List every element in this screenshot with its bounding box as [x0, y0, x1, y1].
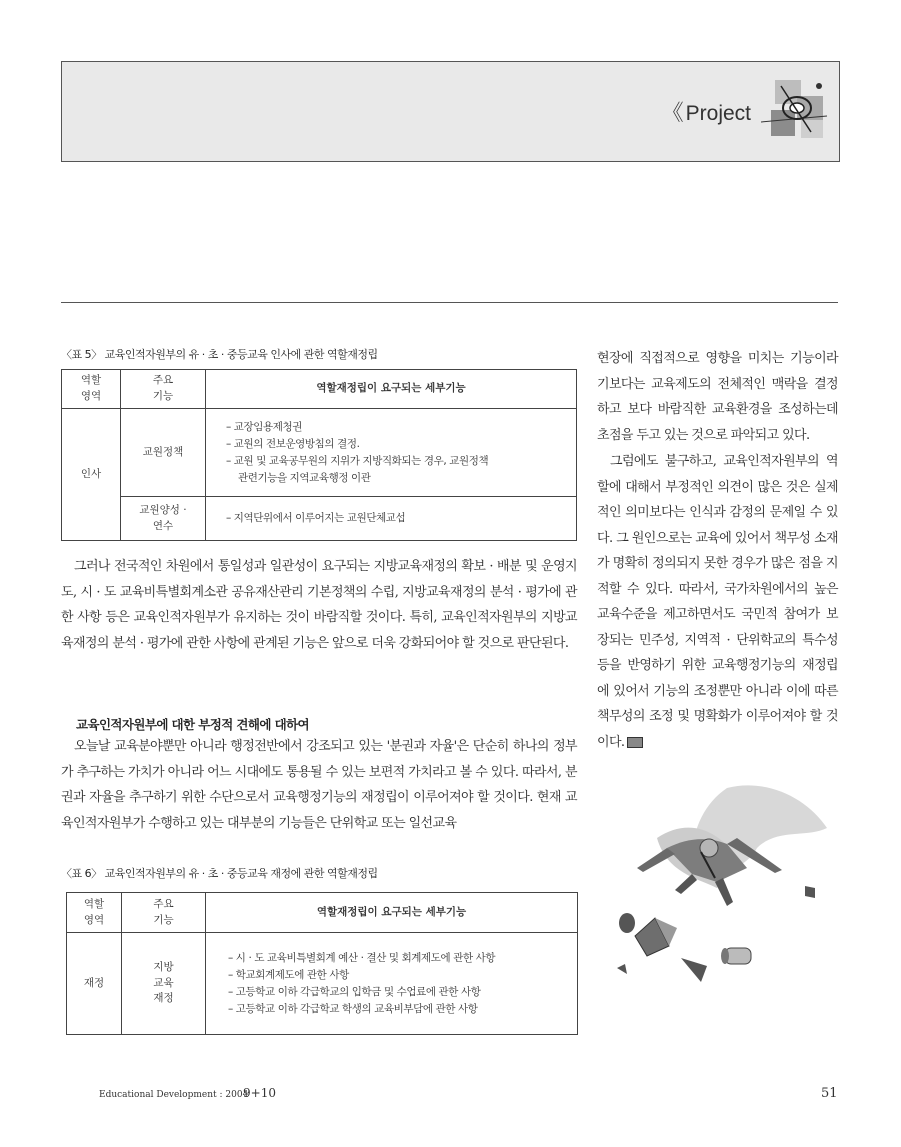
list-item: – 지역단위에서 이루어지는 교원단체교섭: [226, 512, 406, 524]
table6-header-function: 주요 기능: [122, 893, 206, 933]
table5-detail-cell: [206, 497, 577, 541]
list-item: – 고등학교 이하 각급학교의 입학금 및 수업료에 관한 사항: [228, 985, 481, 998]
body-paragraph: 그러나 전국적인 차원에서 통일성과 일관성이 요구되는 지방교육재정의 확보 · 배분 및 운영지도, 시 · 도 교육비특별회계소관 공유재산관리 기본정책의 수립, 지방교육재정의 분석 · 평가에 관한 사항 등은 교육인적자원부가 유지하는 것이 바람직할 것이다. 특히, 교육인적자원부의 지방교육재정의 분석 · 평가에 관한 사항에 관계된 기능은 앞으로 더욱 강화되어야 할 것으로 판단된다.: [61, 559, 577, 651]
list-item: – 교원의 전보운영방침의 결정.: [226, 437, 360, 450]
list-item: – 고등학교 이하 각급학교 학생의 교육비부담에 관한 사항: [228, 1002, 478, 1015]
project-label: [662, 96, 751, 127]
project-title: Project: [685, 102, 751, 125]
project-emblem-icon: [761, 76, 831, 142]
list-item: – 시 · 도 교육비특별회계 예산 · 결산 및 회계제도에 관한 사항: [228, 951, 496, 964]
list-item: – 교원 및 교육공무원의 지위가 지방직화되는 경우, 교원정책 관련기능을 지역교육행정 이관: [226, 454, 489, 484]
table6-function-cell: 지방 교육 재정: [122, 933, 206, 1035]
table5-area-cell: 인사: [62, 409, 121, 541]
table5-function-cell: 교원정책: [121, 409, 206, 497]
table5: [61, 369, 577, 541]
end-mark-icon: [627, 737, 643, 748]
body-paragraph: 현장에 직접적으로 영향을 미치는 기능이라기보다는 교육제도의 전체적인 맥락을 결정하고 보다 바람직한 교육환경을 조성하는데 초점을 두고 있는 것으로 파악되고 있다.: [597, 351, 838, 443]
table6-area-cell: 재정: [67, 933, 122, 1035]
table5-function-cell: 교원양성 · 연수: [121, 497, 206, 541]
table6: [66, 892, 578, 1035]
table5-header-area: 역할 영역: [62, 370, 121, 409]
table5-header-function: 주요 기능: [121, 370, 206, 409]
table6-caption: 〈표 6〉 교육인적자원부의 유 · 초 · 중등교육 재정에 관한 역할재정립: [61, 867, 378, 880]
section-divider: [61, 302, 838, 303]
body-paragraph: 그럼에도 불구하고, 교육인적자원부의 역할에 대해서 부정적인 의견이 많은 것은 실제적인 의미보다는 인식과 감정의 문제일 수 있다. 그 원인으로는 교육에 있어서 책무성 소재가 명확히 정의되지 못한 경우가 많은 점을 지적할 수 있다. 따라서, 국가차원에서의 높은 교육수준을 제고하면서도 국민적 참여가 보장되는 민주성, 지역적 · 단위학교의 특수성 등을 반영하기 위한 교육행정기능의 재정립에 있어서 기능의 조정뿐만 아니라 이에 따른 책무성의 조정 및 명확화가 이루어져야 할 것이다.: [597, 454, 838, 750]
footer-journal: Educational Development : 2004: [99, 1090, 249, 1100]
list-item: – 학교회계제도에 관한 사항: [228, 968, 349, 981]
table6-header-detail: 역할재정립이 요구되는 세부기능: [206, 893, 578, 933]
table6-detail-cell: [206, 933, 578, 1035]
table5-header-detail: 역할재정립이 요구되는 세부기능: [206, 370, 577, 409]
section-heading: 교육인적자원부에 대한 부정적 견해에 대하여: [76, 717, 310, 732]
falling-man-illustration: [597, 778, 847, 1018]
body-paragraph: 오늘날 교육분야뿐만 아니라 행정전반에서 강조되고 있는 '분권과 자율'은 단순히 하나의 정부가 추구하는 가치가 아니라 어느 시대에도 통용될 수 있는 보편적 가치라고 볼 수 있다. 따라서, 분권과 자율을 추구하기 위한 수단으로서 교육행정기능의 재정립이 이루어져야 할 것이다. 현재 교육인적자원부가 수행하고 있는 대부분의 기능들은 단위학교 또는 일선교육: [61, 739, 577, 831]
footer-issue: 9+10: [243, 1086, 276, 1100]
table5-caption: 〈표 5〉 교육인적자원부의 유 · 초 · 중등교육 인사에 관한 역할재정립: [61, 348, 378, 361]
chevron-left-icon: 《: [661, 100, 682, 125]
man-figure: [637, 838, 782, 906]
list-item: – 교장임용제청권: [226, 420, 302, 433]
table5-detail-cell: [206, 409, 577, 497]
table6-header-area: 역할 영역: [67, 893, 122, 933]
page-number: 51: [821, 1086, 838, 1101]
project-banner: [61, 61, 840, 162]
